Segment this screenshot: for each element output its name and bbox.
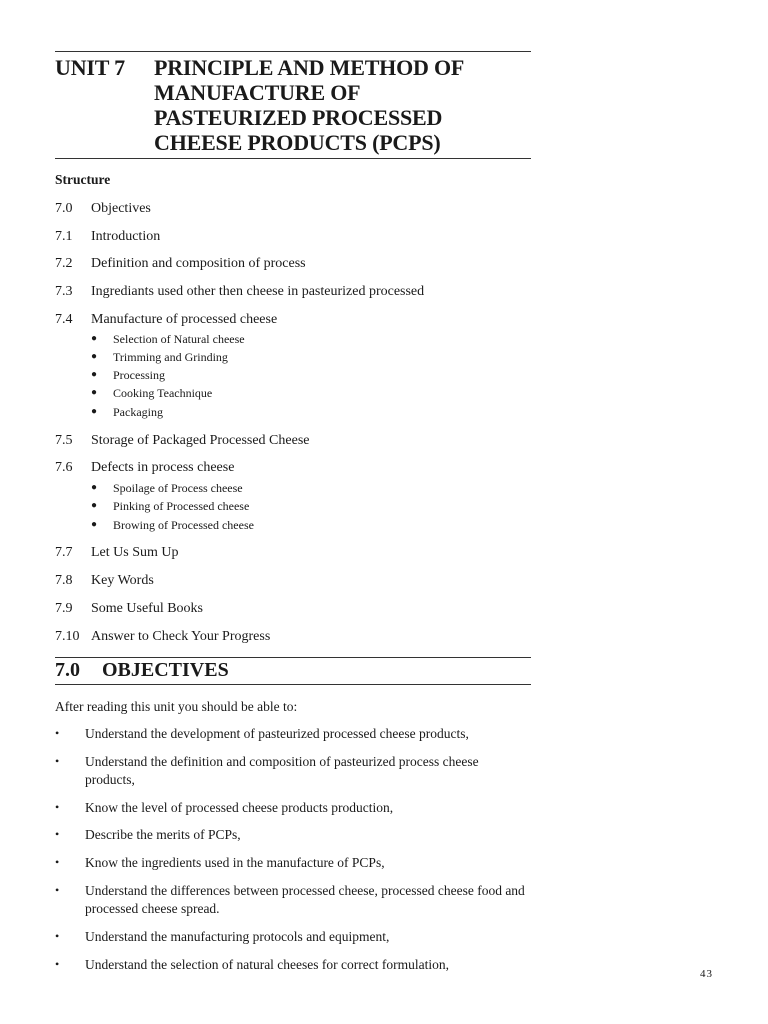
toc-text: Let Us Sum Up (91, 545, 179, 560)
bullet-icon: • (55, 855, 60, 869)
objective-text: Know the level of processed cheese products production, (85, 800, 394, 815)
objective-text: Understand the manufacturing protocols and equipment, (85, 929, 390, 944)
toc-number: 7.1 (55, 229, 73, 244)
page-number: 43 (700, 968, 713, 980)
bullet-icon: • (55, 957, 60, 971)
toc-number: 7.8 (55, 573, 73, 588)
toc-text: Some Useful Books (91, 601, 203, 616)
unit-title (154, 55, 531, 155)
toc-text: Ingrediants used other then cheese in pasteurized processed (91, 284, 425, 299)
toc-number: 7.0 (55, 201, 73, 216)
structure-heading: Structure (55, 172, 111, 187)
unit-title-line: PRINCIPLE AND METHOD OF (154, 55, 465, 80)
toc-number: 7.10 (55, 629, 80, 644)
bullet-icon: ● (91, 406, 98, 417)
bullet-icon: ● (91, 369, 98, 380)
bullet-icon: ● (91, 387, 98, 398)
bullet-icon: • (55, 883, 60, 897)
toc-number: 7.7 (55, 545, 73, 560)
toc-text: Storage of Packaged Processed Cheese (91, 433, 310, 448)
section-bottom-rule (55, 684, 531, 685)
bullet-icon: • (55, 754, 60, 768)
unit-title-line: CHEESE PRODUCTS (PCPS) (154, 130, 441, 155)
toc-text: Answer to Check Your Progress (91, 629, 271, 644)
section-number: 7.0 (55, 659, 80, 681)
bullet-icon: ● (91, 500, 98, 511)
objective-text: Understand the differences between processed cheese, processed cheese food and processed cheese spread. (85, 883, 525, 916)
toc-subitem-text: Trimming and Grinding (113, 350, 228, 364)
bullet-icon: • (55, 800, 60, 814)
toc-subitem-text: Cooking Teachnique (113, 386, 213, 400)
toc-text: Objectives (91, 201, 151, 216)
bullet-icon: ● (91, 333, 98, 344)
objective-text: Understand the definition and composition of pasteurized process cheese products, (85, 754, 479, 787)
objective-text: Understand the development of pasteurized processed cheese products, (85, 726, 469, 741)
toc-subitem-text: Pinking of Processed cheese (113, 499, 250, 513)
toc-number: 7.5 (55, 433, 73, 448)
toc-number: 7.6 (55, 460, 73, 475)
toc-subitem-text: Selection of Natural cheese (113, 332, 245, 346)
bullet-icon: ● (91, 351, 98, 362)
unit-title-line: MANUFACTURE OF (154, 80, 361, 105)
bullet-icon: ● (91, 482, 98, 493)
objective-text: Describe the merits of PCPs, (85, 827, 241, 842)
toc-text: Defects in process cheese (91, 460, 235, 475)
top-rule (55, 51, 531, 52)
unit-title-line: PASTEURIZED PROCESSED (154, 105, 443, 130)
toc-subitem-text: Processing (113, 368, 165, 382)
header-bottom-rule (55, 158, 531, 159)
objective-text: Understand the selection of natural cheeses for correct formulation, (85, 957, 449, 972)
bullet-icon: • (55, 827, 60, 841)
toc-subitem-text: Spoilage of Process cheese (113, 481, 243, 495)
bullet-icon: ● (91, 519, 98, 530)
toc-number: 7.4 (55, 312, 73, 327)
unit-label: UNIT 7 (55, 55, 125, 80)
toc-text: Definition and composition of process (91, 256, 306, 271)
toc-number: 7.3 (55, 284, 73, 299)
toc-subitem-text: Browing of Processed cheese (113, 518, 254, 532)
section-title: OBJECTIVES (102, 659, 229, 681)
toc-subitem-text: Packaging (113, 405, 163, 419)
toc-text: Key Words (91, 573, 154, 588)
toc-text: Manufacture of processed cheese (91, 312, 278, 327)
toc-number: 7.2 (55, 256, 73, 271)
bullet-icon: • (55, 929, 60, 943)
toc-text: Introduction (91, 229, 161, 244)
bullet-icon: • (55, 726, 60, 740)
objectives-intro: After reading this unit you should be able to: (55, 699, 298, 714)
objective-text: Know the ingredients used in the manufacture of PCPs, (85, 855, 385, 870)
toc-number: 7.9 (55, 601, 73, 616)
